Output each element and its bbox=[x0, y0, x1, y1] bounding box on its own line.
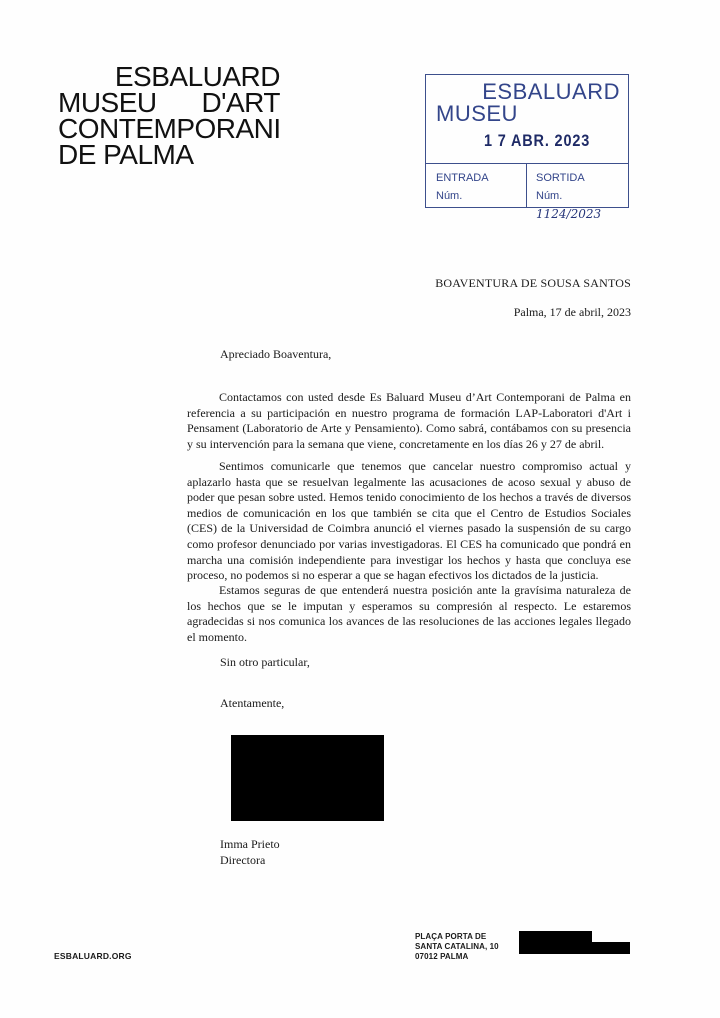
stamp-name-line-1: ESBALUARD bbox=[482, 79, 620, 104]
logo-line-2-word-2: D'ART bbox=[201, 87, 280, 118]
redacted-footer-info-2 bbox=[519, 942, 630, 954]
body-paragraph-2: Sentimos comunicarle que tenemos que cancelar nuestro compromiso actual y aplazarlo hasta que se resuelvan legalmente las acusaciones de acoso sexual y abuso de poder que pesan sobre usted. Hemos tenido conocimiento de los hechos a través de diversos medios de comunicación en los que también se cita que el Centro de Estudios Sociales (CES) de la Universidad de Coimbra anunció el viernes pasado la suspensión de su cargo como profesor denunciado por varias investigadoras. El CES ha comunicado que pondrá en marcha una comisión independiente para investigar los hechos y hasta que concluya ese proceso, no podemos si no esperar a que se hagan efectivos los dictados de la justicia. bbox=[187, 459, 631, 583]
stamp-sortida-num-value: 1124/2023 bbox=[536, 207, 602, 221]
footer-address-line-1: PLAÇA PORTA DE bbox=[415, 932, 487, 941]
date-line: Palma, 17 de abril, 2023 bbox=[513, 305, 631, 319]
stamp-sortida-label: SORTIDA bbox=[536, 172, 585, 184]
stamp-entrada-label: ENTRADA bbox=[436, 172, 489, 184]
recipient-name: BOAVENTURA DE SOUSA SANTOS bbox=[435, 276, 631, 290]
footer-address bbox=[415, 932, 499, 962]
registry-stamp bbox=[425, 74, 629, 221]
stamp-name-line-2: MUSEU bbox=[436, 101, 518, 126]
signer-block bbox=[220, 836, 280, 868]
footer-address-line-3: 07012 PALMA bbox=[415, 952, 469, 961]
signer-title: Directora bbox=[220, 853, 266, 867]
logo-line-1: ESBALUARD bbox=[114, 61, 280, 92]
stamp-sortida-num-label: Núm. bbox=[536, 190, 563, 202]
sign-off: Atentamente, bbox=[220, 696, 285, 710]
stamp-header bbox=[426, 75, 628, 163]
stamp-sortida-num bbox=[536, 187, 628, 224]
body-paragraph-3: Estamos seguras de que entenderá nuestra posición ante la gravísima naturaleza de los hechos que se le imputan y esperamos su compresión al respecto. Le estaremos agradecidas si nos comunica los avances de las resoluciones de las acciones legales llegado el momento. bbox=[187, 583, 631, 644]
logo-line-3: CONTEMPORANI bbox=[58, 113, 281, 144]
museum-logo bbox=[58, 61, 281, 170]
stamp-entrada-cell bbox=[436, 169, 489, 205]
stamp-sortida-cell bbox=[536, 169, 628, 224]
body-paragraph-1: Contactamos con usted desde Es Baluard Museu d’Art Contemporani de Palma en referencia a su participación en nuestro programa de formación LAP-Laboratori d'Art i Pensament (Laboratorio de Arte y Pensamiento). Como sabrá, contábamos con su presencia y su intervención para la semana que viene, concretamente en los días 26 y 27 de abril. bbox=[187, 390, 631, 451]
stamp-divider-vertical bbox=[526, 163, 527, 207]
redacted-footer-info-1 bbox=[519, 931, 592, 942]
stamp-entrada-num-label: Núm. bbox=[436, 190, 463, 202]
logo-line-2-word-1: MUSEU bbox=[58, 87, 157, 118]
closing-line: Sin otro particular, bbox=[220, 655, 310, 669]
salutation: Apreciado Boaventura, bbox=[220, 347, 332, 361]
footer-website: ESBALUARD.ORG bbox=[54, 951, 132, 961]
logo-line-4: DE PALMA bbox=[58, 139, 194, 170]
signer-name: Imma Prieto bbox=[220, 837, 280, 851]
stamp-divider-horizontal bbox=[426, 163, 628, 164]
redacted-signature bbox=[231, 735, 384, 821]
footer-address-line-2: SANTA CATALINA, 10 bbox=[415, 942, 499, 951]
stamp-date: 1 7 ABR. 2023 bbox=[484, 131, 591, 150]
